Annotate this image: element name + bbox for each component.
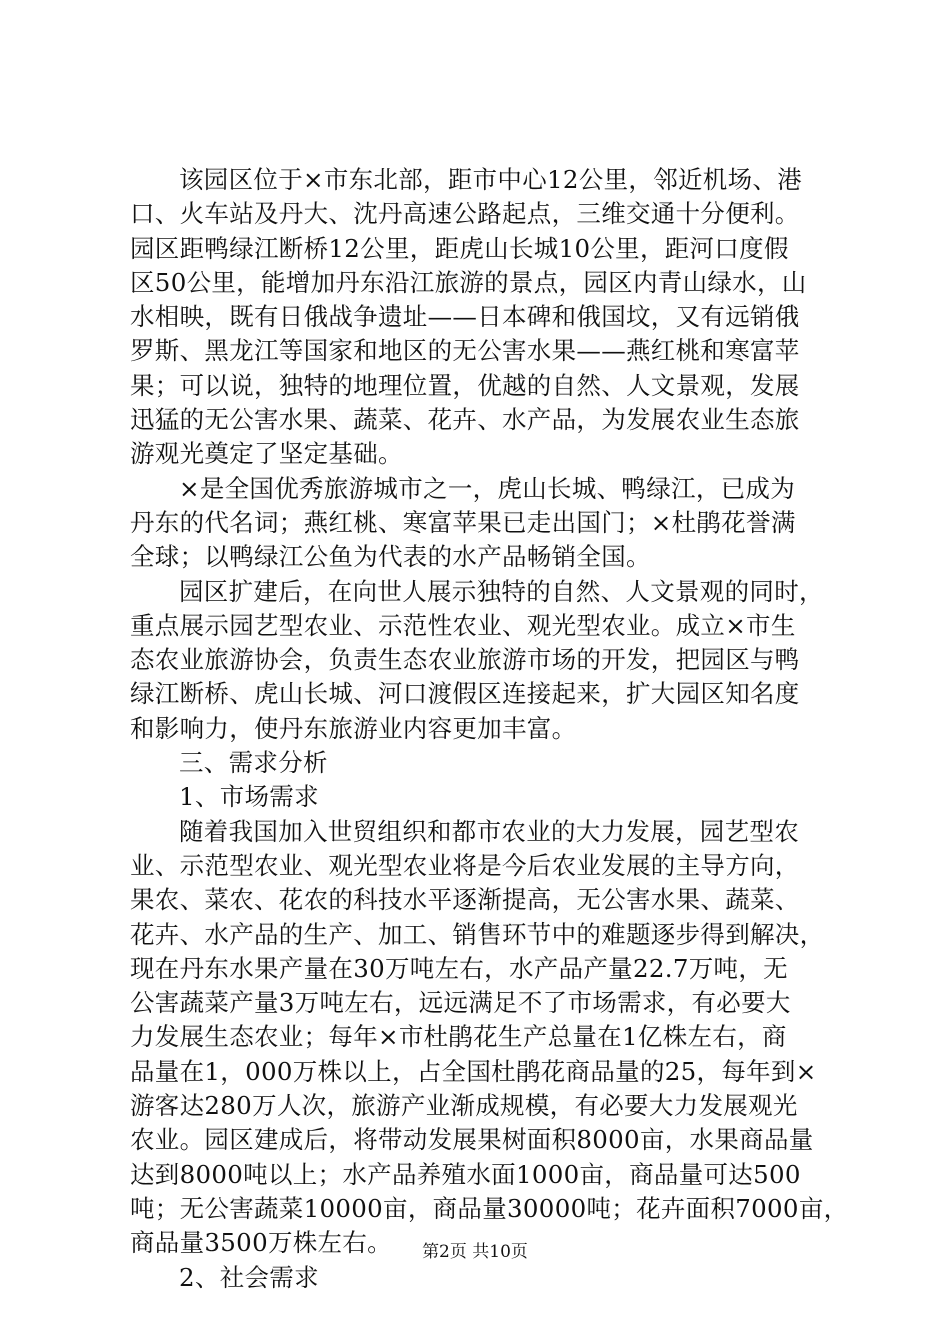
paragraph-line: 达到8000吨以上；水产品养殖水面1000亩，商品量可达500 bbox=[130, 1159, 801, 1189]
paragraph-line: 果农、菜农、花农的科技水平逐渐提高，无公害水果、蔬菜、 bbox=[130, 885, 800, 915]
paragraph-line: 绿江断桥、虎山长城、河口渡假区连接起来，扩大园区知名度 bbox=[130, 679, 800, 709]
paragraph-line: 农业。园区建成后，将带动发展果树面积8000亩，水果商品量 bbox=[130, 1125, 814, 1155]
paragraph-line: 全球；以鸭绿江公鱼为代表的水产品畅销全国。 bbox=[130, 542, 651, 572]
paragraph-line: 游观光奠定了坚定基础。 bbox=[130, 439, 403, 469]
paragraph-line: 随着我国加入世贸组织和都市农业的大力发展，园艺型农 bbox=[179, 816, 799, 846]
paragraph-line: 口、火车站及丹大、沈丹高速公路起点，三维交通十分便利。 bbox=[130, 199, 800, 229]
document-body bbox=[130, 163, 849, 1295]
subsection-heading: 2、社会需求 bbox=[179, 1262, 319, 1292]
paragraph-line: 游客达280万人次，旅游产业渐成规模，有必要大力发展观光 bbox=[130, 1091, 798, 1121]
paragraph-line: 丹东的代名词；燕红桃、寒富苹果已走出国门；×杜鹃花誉满 bbox=[130, 507, 796, 537]
paragraph-line: 吨；无公害蔬菜10000亩，商品量30000吨；花卉面积7000亩， bbox=[130, 1193, 849, 1223]
paragraph-line: 现在丹东水果产量在30万吨左右，水产品产量22.7万吨，无 bbox=[130, 953, 788, 983]
paragraph-line: 商品量3500万株左右。 bbox=[130, 1228, 392, 1258]
paragraph-line: 品量在1，000万株以上，占全国杜鹃花商品量的25，每年到× bbox=[130, 1056, 817, 1086]
paragraph-line: ×是全国优秀旅游城市之一，虎山长城、鸭绿江，已成为 bbox=[179, 473, 796, 503]
paragraph-line: 区50公里，能增加丹东沿江旅游的景点，园区内青山绿水，山 bbox=[130, 267, 807, 297]
paragraph-line: 和影响力，使丹东旅游业内容更加丰富。 bbox=[130, 713, 577, 743]
page-footer: 第2页 共10页 bbox=[422, 1242, 528, 1262]
paragraph-line: 力发展生态农业；每年×市杜鹃花生产总量在1亿株左右，商 bbox=[130, 1022, 787, 1052]
paragraph-line: 重点展示园艺型农业、示范性农业、观光型农业。成立×市生 bbox=[130, 610, 796, 640]
subsection-heading: 1、市场需求 bbox=[179, 782, 319, 812]
paragraph-line: 业、示范型农业、观光型农业将是今后农业发展的主导方向， bbox=[130, 850, 800, 880]
paragraph-line: 公害蔬菜产量3万吨左右，远远满足不了市场需求，有必要大 bbox=[130, 988, 791, 1018]
paragraph-line: 园区距鸭绿江断桥12公里，距虎山长城10公里，距河口度假 bbox=[130, 233, 789, 263]
paragraph-line: 态农业旅游协会，负责生态农业旅游市场的开发，把园区与鸭 bbox=[130, 645, 800, 675]
paragraph-line: 园区扩建后，在向世人展示独特的自然、人文景观的同时， bbox=[179, 576, 824, 606]
paragraph-line: 罗斯、黑龙江等国家和地区的无公害水果——燕红桃和寒富苹 bbox=[130, 336, 800, 366]
paragraph-line: 迅猛的无公害水果、蔬菜、花卉、水产品，为发展农业生态旅 bbox=[130, 405, 800, 435]
paragraph-line: 水相映，既有日俄战争遗址——日本碑和俄国坟，又有远销俄 bbox=[130, 302, 800, 332]
paragraph-line: 果；可以说，独特的地理位置，优越的自然、人文景观，发展 bbox=[130, 370, 800, 400]
paragraph-line: 花卉、水产品的生产、加工、销售环节中的难题逐步得到解决， bbox=[130, 919, 825, 949]
paragraph-line: 该园区位于×市东北部，距市中心12公里，邻近机场、港 bbox=[179, 165, 803, 194]
section-heading: 三、需求分析 bbox=[179, 748, 328, 778]
